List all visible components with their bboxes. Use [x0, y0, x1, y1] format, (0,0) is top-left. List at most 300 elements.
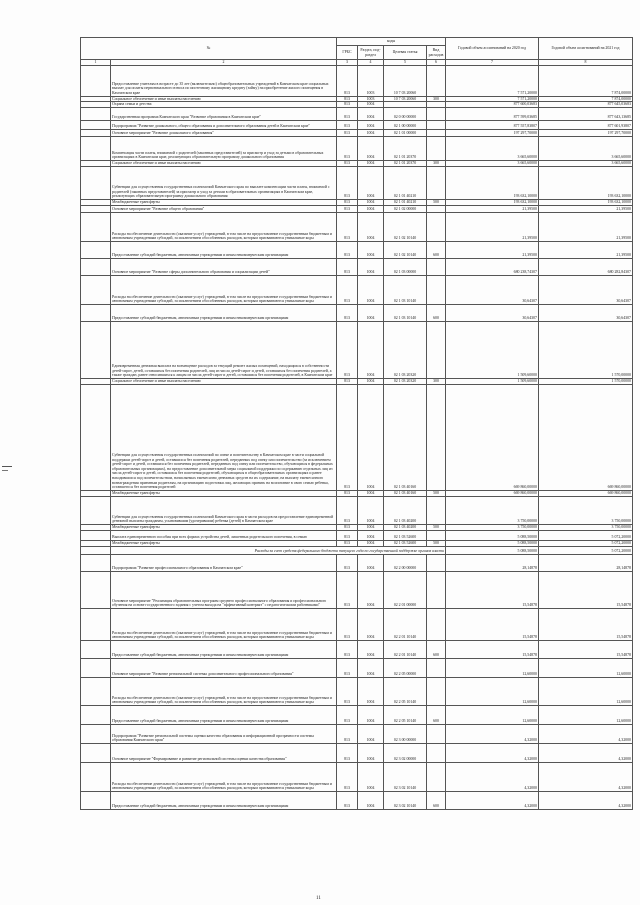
row-number: [81, 384, 111, 490]
row-target-article: 02 1 03 20320: [384, 378, 427, 384]
row-volume-2020: 4,32000: [446, 743, 539, 762]
row-expense-type: [427, 136, 446, 160]
row-section: 1004: [358, 658, 384, 677]
table-row: [81, 705, 633, 724]
row-name: Основное мероприятие "Формирование и развитие региональной системы оценки качества образования": [111, 743, 337, 762]
row-section: 1004: [358, 212, 384, 241]
row-target-article: 02 1 01 00000: [384, 129, 427, 136]
table-row: [81, 120, 633, 129]
row-grbs: 813: [337, 554, 358, 571]
row-target-article: 02 1 03 20320: [384, 321, 427, 378]
row-number: [81, 205, 111, 212]
row-target-article: 02 1 03 40160: [384, 490, 427, 496]
header-volume-2020: Годовой объем ассигнований на 2020 год: [446, 38, 539, 60]
row-name: Предоставление учителям в возрасте до 35 лет (включительно) общеобразовательных учреждений в Камчатском крае социальных выплат для оплаты первоначального взноса по ипотечному жилищному кредиту (займу) на приобретение жилого помещения в Камчатском крае: [111, 65, 337, 96]
row-section: 1004: [358, 160, 384, 166]
row-volume-2020: 7 571,20000: [446, 65, 539, 96]
row-expense-type: 300: [427, 378, 446, 384]
row-target-article: 02 2 05 00000: [384, 658, 427, 677]
row-number: [81, 571, 111, 608]
row-volume-2021: 1 570,00000: [539, 378, 633, 384]
row-volume-2020: 15,54878: [446, 640, 539, 658]
row-volume-2020: 680 238,74307: [446, 258, 539, 275]
row-name: Межбюджетные трансферты: [111, 540, 337, 546]
row-volume-2021: 193 632,10000: [539, 199, 633, 205]
row-volume-2020: 21,39500: [446, 241, 539, 258]
row-name: Основное мероприятие "Развитие дошкольного образования": [111, 129, 337, 136]
row-name: Социальное обеспечение и иные выплаты населению: [111, 96, 337, 102]
row-target-article: 02 3 02 10140: [384, 791, 427, 809]
row-grbs: 813: [337, 241, 358, 258]
row-section: 1004: [358, 540, 384, 546]
row-section: 1004: [358, 321, 384, 378]
row-section: 1004: [358, 129, 384, 136]
row-section: 1004: [358, 705, 384, 724]
table-row: [81, 496, 633, 524]
row-volume-2021: 4,32000: [539, 724, 633, 743]
table-row: [81, 205, 633, 212]
row-volume-2021: 21,39500: [539, 205, 633, 212]
row-volume-2020: 3 665,60000: [446, 160, 539, 166]
row-expense-type: 600: [427, 640, 446, 658]
row-note-volume-2021: 5 072,20000: [539, 546, 633, 554]
row-grbs: 813: [337, 490, 358, 496]
row-expense-type: 500: [427, 540, 446, 546]
table-row: [81, 677, 633, 705]
row-volume-2020: 30,64307: [446, 304, 539, 321]
row-section: 1004: [358, 608, 384, 640]
row-name: Подпрограмма "Развитие профессионального образования в Камчатском крае": [111, 554, 337, 571]
scan-mark: [2, 470, 8, 471]
row-volume-2021: 15,54878: [539, 571, 633, 608]
row-volume-2021: 197 297,70000: [539, 129, 633, 136]
row-expense-type: [427, 205, 446, 212]
row-number: [81, 129, 111, 136]
row-note: Расходы за счет средств федерального бюджета текущего года по государственной поддержке органов власти: [111, 546, 446, 554]
row-section: 1004: [358, 490, 384, 496]
row-volume-2020: 5 088,50000: [446, 540, 539, 546]
row-expense-type: [427, 658, 446, 677]
row-name: Субвенции для осуществления государственных полномочий по опеке и попечительству в Камчатском крае в части социальной поддержки детей-сирот и детей, оставшихся без попечения родителей, переданных под опеку или попечительство (за исключением детей-сирот и детей, оставшихся без попечения родителей, переданных под опеку или попечительство, обучающихся в федеральных образовательных организациях), на предоставление дополнительной меры социальной поддержки по содержанию отдельных лиц из числа детей-сирот и детей, оставшихся без попечения родителей, обучающихся в общеобразовательных организациях и ранее находившихся под попечительством, начисляемых ежемесячно денежных средств на их содержание, на выплату ежемесячного вознаграждения приемным родителям, на организацию подготовки лиц, желающих принять на воспитание в свою семью ребенка, оставшегося без попечения родителей: [111, 384, 337, 490]
row-expense-type: [427, 166, 446, 199]
row-expense-type: [427, 608, 446, 640]
row-name: Субвенции для осуществления государственных полномочий Камчатского края по выплате компенсации части платы, взимаемой с родителей (законных представителей) за присмотр и уход за детьми в образовательных организациях в Камчатском крае, реализующих образовательную программу дошкольного образования: [111, 166, 337, 199]
row-volume-2020: 3 665,60000: [446, 136, 539, 160]
table-row: [81, 791, 633, 809]
row-expense-type: [427, 554, 446, 571]
row-volume-2021: 30,64307: [539, 275, 633, 304]
row-volume-2020: 15,54878: [446, 571, 539, 608]
header-grbs: ГРБС: [337, 46, 358, 60]
row-section: 1004: [358, 571, 384, 608]
row-name: Основное мероприятие "Развитие общего образования": [111, 205, 337, 212]
header-index: 8: [539, 60, 633, 66]
row-target-article: 10 7 03 20060: [384, 96, 427, 102]
row-number: [81, 321, 111, 378]
row-volume-2021: 4,32000: [539, 743, 633, 762]
row-name: Расходы на обеспечение деятельности (оказание услуг) учреждений, в том числе на предоставление государственным бюджетным и автономным учреждениям субсидий, за исключением обособленных расходов, которым присваиваются уникальные коды: [111, 212, 337, 241]
row-volume-2021: 7 874,00000: [539, 65, 633, 96]
row-volume-2021: 15,54878: [539, 640, 633, 658]
row-volume-2020: 4,32000: [446, 791, 539, 809]
row-name: Социальное обеспечение и иные выплаты населению: [111, 160, 337, 166]
table-note-row: [81, 546, 633, 554]
table-row: [81, 65, 633, 96]
row-volume-2021: 1 570,00000: [539, 321, 633, 378]
row-grbs: 813: [337, 677, 358, 705]
row-expense-type: [427, 571, 446, 608]
row-target-article: 02 1 03 10140: [384, 304, 427, 321]
row-volume-2021: 877 645,03683: [539, 102, 633, 108]
table-row: [81, 530, 633, 540]
row-section: 1004: [358, 275, 384, 304]
row-grbs: 813: [337, 96, 358, 102]
row-grbs: 813: [337, 378, 358, 384]
row-target-article: 02 1 01 40210: [384, 166, 427, 199]
row-volume-2020: 12,60000: [446, 677, 539, 705]
row-volume-2021: 3 750,00000: [539, 496, 633, 524]
row-name: Подпрограмма "Развитие региональной системы оценки качества образования и информационной прозрачности системы образования Камчатского края": [111, 724, 337, 743]
row-target-article: 02 2 05 10140: [384, 677, 427, 705]
row-expense-type: 500: [427, 524, 446, 530]
row-section: 1004: [358, 640, 384, 658]
row-grbs: 813: [337, 540, 358, 546]
row-grbs: 813: [337, 321, 358, 378]
row-volume-2021: 3 665,60000: [539, 136, 633, 160]
row-volume-2021: 30,64307: [539, 304, 633, 321]
row-volume-2021: 21,39500: [539, 212, 633, 241]
row-section: 1003: [358, 65, 384, 96]
row-name: Субвенции для осуществления государственных полномочий Камчатского края в части расходов на предоставление единовременной денежной выплаты гражданам, усыновившим (удочерившим) ребенка (детей) в Камчатском крае: [111, 496, 337, 524]
row-section: 1004: [358, 724, 384, 743]
row-name: Выплата единовременного пособия при всех формах устройства детей, лишенных родительского попечения, в семью: [111, 530, 337, 540]
row-name: Расходы на обеспечение деятельности (оказание услуг) учреждений, в том числе на предоставление государственным бюджетным и автономным учреждениям субсидий, за исключением обособленных расходов, которым присваиваются уникальные коды: [111, 275, 337, 304]
row-volume-2020: 877 557,83807: [446, 120, 539, 129]
row-number: [81, 658, 111, 677]
row-expense-type: [427, 212, 446, 241]
row-name: Расходы на обеспечение деятельности (оказание услуг) учреждений, в том числе на предоставление государственным бюджетным и автономным учреждениям субсидий, за исключением обособленных расходов, которым присваиваются уникальные коды: [111, 677, 337, 705]
row-volume-2020: 193 632,10000: [446, 166, 539, 199]
row-volume-2021: 4,32000: [539, 762, 633, 791]
row-volume-2021: 7 874,00000: [539, 96, 633, 102]
row-number: [81, 496, 111, 524]
row-volume-2020: 1 509,60000: [446, 321, 539, 378]
row-grbs: 813: [337, 102, 358, 108]
row-name: Предоставление субсидий бюджетным, автономным учреждениям и иным некоммерческим организациям: [111, 304, 337, 321]
table-row: [81, 571, 633, 608]
row-volume-2021: 15,54878: [539, 608, 633, 640]
row-volume-2021: 5 072,20000: [539, 540, 633, 546]
row-volume-2020: 12,60000: [446, 705, 539, 724]
row-number: [81, 677, 111, 705]
row-volume-2020: 877 600,03683: [446, 102, 539, 108]
table-row: [81, 275, 633, 304]
row-expense-type: 300: [427, 96, 446, 102]
row-number: [81, 554, 111, 571]
row-name: Основное мероприятие "Развитие региональной системы дополнительного профессионального образования": [111, 658, 337, 677]
row-grbs: 813: [337, 160, 358, 166]
row-name: Охрана семьи и детства: [111, 102, 337, 108]
table-row: [81, 384, 633, 490]
header-volume-2021: Годовой объем ассигнований на 2021 год: [539, 38, 633, 60]
row-number: [81, 608, 111, 640]
row-number: [81, 166, 111, 199]
row-name: Предоставление субсидий бюджетным, автономным учреждениям и иным некоммерческим организациям: [111, 241, 337, 258]
row-volume-2021: 12,60000: [539, 705, 633, 724]
row-number: [81, 530, 111, 540]
row-volume-2020: 669 860,00000: [446, 490, 539, 496]
row-volume-2021: 3 665,60000: [539, 160, 633, 166]
table-row: [81, 258, 633, 275]
row-name: Компенсация части платы, взимаемой с родителей (законных представителей) за присмотр и уход за детьми в образовательных организациях в Камчатском крае, реализующих образовательную программу дошкольного образования: [111, 136, 337, 160]
row-expense-type: [427, 496, 446, 524]
header-index: 7: [446, 60, 539, 66]
row-volume-2020: 877 599,03685: [446, 107, 539, 120]
table-row: [81, 608, 633, 640]
row-expense-type: 300: [427, 160, 446, 166]
row-expense-type: [427, 743, 446, 762]
table-row: [81, 212, 633, 241]
row-section: 1004: [358, 166, 384, 199]
row-volume-2021: 669 860,00000: [539, 384, 633, 490]
row-name: Единовременная денежная выплата на возмещение расходов за текущий ремонт жилых помещений, находящихся в собственности детей-сирот, детей, оставшихся без попечения родителей, лиц из числа детей-сирот и детей, оставшихся без попечения родителей, а также граждан, ранее относившихся к лицам из числа детей-сирот и детей, оставшихся без попечения родителей, в Камчатском крае: [111, 321, 337, 378]
header-index: 3: [337, 60, 358, 66]
row-target-article: 02 3 02 10140: [384, 762, 427, 791]
row-target-article: 02 1 03 40200: [384, 496, 427, 524]
row-volume-2020: 5 088,50000: [446, 530, 539, 540]
table-row: [81, 136, 633, 160]
row-expense-type: 500: [427, 490, 446, 496]
table-row: [81, 304, 633, 321]
row-expense-type: [427, 258, 446, 275]
row-volume-2020: 12,60000: [446, 658, 539, 677]
row-grbs: 813: [337, 658, 358, 677]
row-number: [81, 546, 111, 554]
row-expense-type: [427, 65, 446, 96]
row-volume-2020: 193 632,10000: [446, 199, 539, 205]
row-section: 1004: [358, 205, 384, 212]
table-body: [81, 65, 633, 809]
row-number: [81, 65, 111, 96]
row-section: 1004: [358, 378, 384, 384]
row-section: 1004: [358, 241, 384, 258]
row-grbs: 813: [337, 524, 358, 530]
row-expense-type: [427, 384, 446, 490]
row-grbs: 813: [337, 258, 358, 275]
row-section: 1004: [358, 384, 384, 490]
row-volume-2020: 1 509,60000: [446, 378, 539, 384]
row-section: 1004: [358, 524, 384, 530]
header-section: Раздел, под-раздел: [358, 46, 384, 60]
row-number: [81, 120, 111, 129]
row-section: 1004: [358, 136, 384, 160]
row-name: Социальное обеспечение и иные выплаты населению: [111, 378, 337, 384]
row-grbs: 813: [337, 120, 358, 129]
row-volume-2021: 21,39500: [539, 241, 633, 258]
row-grbs: 813: [337, 571, 358, 608]
row-volume-2020: 15,54878: [446, 608, 539, 640]
row-name: Подпрограмма "Развитие дошкольного, общего образования и дополнительного образования детей в Камчатском крае": [111, 120, 337, 129]
row-expense-type: [427, 530, 446, 540]
row-grbs: 813: [337, 743, 358, 762]
row-volume-2020: 3 750,00000: [446, 496, 539, 524]
row-number: [81, 640, 111, 658]
row-expense-type: [427, 129, 446, 136]
header-target: Целевая статья: [384, 46, 427, 60]
row-name: Основное мероприятие "Реализация образовательных программ среднего профессионального образования и профессионального обучения на основе государственного задания с учетом выхода на "эффективный контракт" с педагогическими работниками": [111, 571, 337, 608]
row-grbs: 813: [337, 304, 358, 321]
row-volume-2020: 669 860,00000: [446, 384, 539, 490]
row-volume-2020: 3 750,00000: [446, 524, 539, 530]
row-section: 1004: [358, 107, 384, 120]
row-section: 1004: [358, 120, 384, 129]
row-grbs: 813: [337, 205, 358, 212]
table-row: [81, 321, 633, 378]
row-grbs: 813: [337, 640, 358, 658]
row-expense-type: 500: [427, 199, 446, 205]
row-section: 1004: [358, 304, 384, 321]
table-header: [81, 38, 633, 66]
row-target-article: 02 1 03 52600: [384, 540, 427, 546]
row-volume-2021: 680 282,84307: [539, 258, 633, 275]
row-volume-2021: 3 750,00000: [539, 524, 633, 530]
row-volume-2021: 193 632,10000: [539, 166, 633, 199]
row-expense-type: [427, 275, 446, 304]
row-grbs: 813: [337, 275, 358, 304]
table-row: [81, 658, 633, 677]
table-row: [81, 640, 633, 658]
header-index: 1: [81, 60, 111, 66]
row-number: [81, 743, 111, 762]
row-target-article: 02 1 02 10140: [384, 212, 427, 241]
row-section: 1004: [358, 258, 384, 275]
row-grbs: 813: [337, 724, 358, 743]
row-name: Межбюджетные трансферты: [111, 199, 337, 205]
row-number: [81, 136, 111, 160]
row-grbs: 813: [337, 530, 358, 540]
row-section: 1004: [358, 102, 384, 108]
row-expense-type: [427, 762, 446, 791]
row-number: [81, 705, 111, 724]
row-grbs: 813: [337, 166, 358, 199]
row-grbs: 813: [337, 65, 358, 96]
header-index: 6: [427, 60, 446, 66]
row-grbs: 813: [337, 496, 358, 524]
row-section: 1004: [358, 762, 384, 791]
row-expense-type: 600: [427, 791, 446, 809]
row-expense-type: [427, 321, 446, 378]
header-codes: коды: [337, 38, 446, 46]
row-target-article: 02 0 00 00000: [384, 107, 427, 120]
row-target-article: 02 1 03 00000: [384, 258, 427, 275]
row-number: [81, 258, 111, 275]
row-target-article: 02 3 00 00000: [384, 724, 427, 743]
table-row: [81, 743, 633, 762]
row-grbs: 813: [337, 212, 358, 241]
row-number: [81, 762, 111, 791]
row-grbs: 813: [337, 136, 358, 160]
row-target-article: 02 1 02 10140: [384, 241, 427, 258]
header-number: №: [81, 38, 337, 60]
row-grbs: 813: [337, 608, 358, 640]
row-expense-type: 600: [427, 304, 446, 321]
row-target-article: 02 1 03 40160: [384, 384, 427, 490]
row-grbs: 813: [337, 384, 358, 490]
row-volume-2020: 197 297,70000: [446, 129, 539, 136]
row-number: [81, 304, 111, 321]
row-volume-2021: 12,60000: [539, 658, 633, 677]
row-grbs: 813: [337, 705, 358, 724]
row-volume-2021: 669 860,00000: [539, 490, 633, 496]
row-target-article: 02 2 01 10140: [384, 640, 427, 658]
row-grbs: 813: [337, 762, 358, 791]
row-volume-2020: 28,14878: [446, 554, 539, 571]
row-target-article: 02 2 00 00000: [384, 554, 427, 571]
row-grbs: 813: [337, 199, 358, 205]
row-section: 1004: [358, 530, 384, 540]
row-volume-2020: 4,32000: [446, 724, 539, 743]
row-section: 1003: [358, 96, 384, 102]
row-target-article: 02 2 05 10140: [384, 705, 427, 724]
row-target-article: 02 2 01 00000: [384, 571, 427, 608]
row-number: [81, 212, 111, 241]
row-section: 1004: [358, 554, 384, 571]
row-volume-2020: 21,39500: [446, 205, 539, 212]
row-section: 1004: [358, 743, 384, 762]
row-number: [81, 724, 111, 743]
row-volume-2020: 4,32000: [446, 762, 539, 791]
table-row: [81, 762, 633, 791]
row-expense-type: 600: [427, 705, 446, 724]
header-index: 4: [358, 60, 384, 66]
row-volume-2020: 30,64307: [446, 275, 539, 304]
row-note-volume-2020: 5 088,50000: [446, 546, 539, 554]
row-target-article: 02 2 01 10140: [384, 608, 427, 640]
row-number: [81, 791, 111, 809]
page-number: 11: [316, 896, 321, 901]
table-row: [81, 166, 633, 199]
row-grbs: 813: [337, 791, 358, 809]
row-volume-2021: 12,60000: [539, 677, 633, 705]
row-section: 1004: [358, 791, 384, 809]
row-volume-2020: 7 571,20000: [446, 96, 539, 102]
row-target-article: 02 1 01 20370: [384, 160, 427, 166]
row-number: [81, 275, 111, 304]
row-name: Межбюджетные трансферты: [111, 524, 337, 530]
table-row: [81, 241, 633, 258]
row-target-article: 02 1 01 20370: [384, 136, 427, 160]
row-expense-type: [427, 120, 446, 129]
row-section: 1004: [358, 199, 384, 205]
row-target-article: 02 3 02 00000: [384, 743, 427, 762]
table-row: [81, 107, 633, 120]
row-target-article: 02 1 00 00000: [384, 120, 427, 129]
row-expense-type: 600: [427, 241, 446, 258]
row-name: Расходы на обеспечение деятельности (оказание услуг) учреждений, в том числе на предоставление государственным бюджетным и автономным учреждениям субсидий, за исключением обособленных расходов, которым присваиваются уникальные коды: [111, 762, 337, 791]
row-number: [81, 241, 111, 258]
row-target-article: 02 1 02 00000: [384, 205, 427, 212]
table-row: [81, 129, 633, 136]
row-name: Расходы на обеспечение деятельности (оказание услуг) учреждений, в том числе на предоставление государственным бюджетным и автономным учреждениям субсидий, за исключением обособленных расходов, которым присваиваются уникальные коды: [111, 608, 337, 640]
row-volume-2021: 4,32000: [539, 791, 633, 809]
row-volume-2021: 877 601,93807: [539, 120, 633, 129]
row-section: 1004: [358, 677, 384, 705]
row-expense-type: [427, 107, 446, 120]
row-name: Предоставление субсидий бюджетным, автономным учреждениям и иным некоммерческим организациям: [111, 791, 337, 809]
header-index: 5: [384, 60, 427, 66]
scan-mark: [2, 466, 12, 467]
row-name: Межбюджетные трансферты: [111, 490, 337, 496]
